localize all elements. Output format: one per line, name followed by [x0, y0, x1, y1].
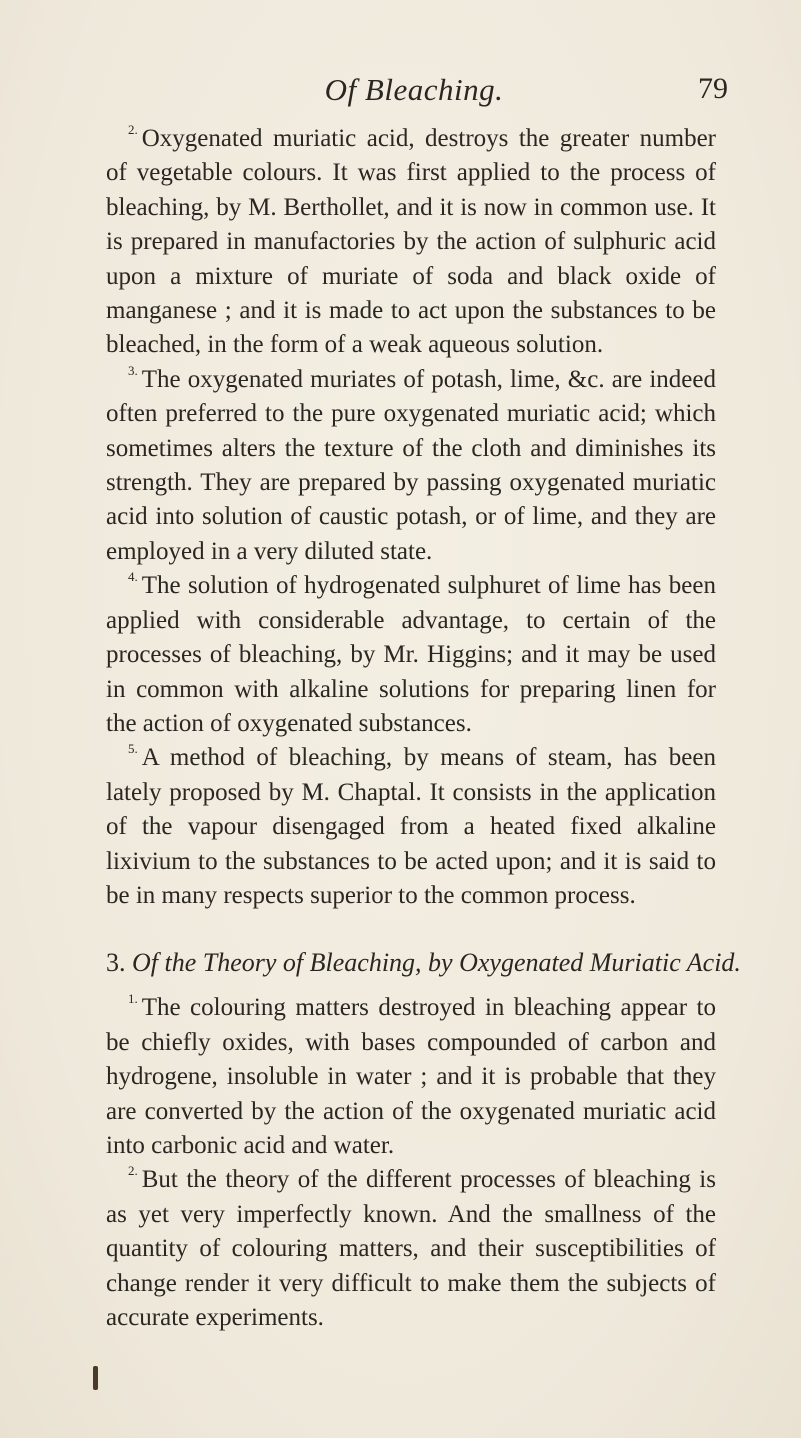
running-title: Of Bleaching. — [324, 72, 504, 107]
paragraph — [106, 363, 716, 569]
body-text — [106, 122, 741, 1335]
paragraph-number: 2. — [128, 122, 138, 137]
paragraph-number: 1. — [128, 991, 138, 1007]
paragraph-number: 5. — [128, 741, 138, 757]
paragraph — [106, 991, 716, 1163]
paragraph — [106, 741, 716, 913]
paragraph-number: 4. — [128, 569, 138, 585]
paragraph-text: The oxygenated muriates of potash, lime, &c. are indeed often preferred to the pure oxygenated muriatic acid; which sometimes alters the texture of the cloth and diminishes its strength. They are prepared by passing oxygenated muriatic acid into solution of caustic potash, or of lime, and they are employed in a very diluted state. — [106, 365, 716, 565]
paragraph-text: The colouring matters destroyed in bleaching appear to be chiefly oxides, with bases compounded of carbon and hydrogene, insoluble in water ; and it is probable that they are converted by the action of the oxygenated muriatic acid into carbonic acid and water. — [106, 994, 716, 1159]
paragraph-text: A method of bleaching, by means of steam, has been lately proposed by M. Chaptal. It consists in the application of the vapour disengaged from a heated fixed alkaline lixivium to the substances to be acted upon; and it is said to be in many respects superior to the common process. — [106, 744, 716, 909]
paragraph — [106, 1163, 716, 1335]
page-number: 79 — [698, 72, 728, 105]
section-title: Of the Theory of Bleaching, by Oxygenated Muriatic Acid. — [132, 948, 741, 978]
paragraph — [106, 569, 716, 741]
paragraph-text: But the theory of the different processes of bleaching is as yet very imperfectly known. And the smallness of the quantity of colouring matters, and their susceptibilities of change render it very difficult to make them the subjects of accurate experiments. — [106, 1166, 716, 1331]
paragraph-text: The solution of hydrogenated sulphuret of lime has been applied with considerable advantage, to certain of the processes of bleaching, by Mr. Higgins; and it may be used in common with alkaline solutions for preparing linen for the action of oxygenated substances. — [106, 572, 716, 737]
paragraph-number: 3. — [128, 362, 138, 378]
section-number: 3. — [106, 948, 126, 978]
section-heading — [106, 945, 741, 981]
paragraph-text: Oxygenated muriatic acid, destroys the greater number of vegetable colours. It was first applied to the process of bleaching, by M. Berthollet, and it is now in common use. It is prepared in manufactories by the action of sulphuric acid upon a mixture of muriate of soda and black oxide of manganese ; and it is made to act upon the substances to be bleached, in the form of a weak aqueous solution. — [106, 125, 716, 359]
paragraph-number: 2. — [128, 1163, 138, 1179]
paragraph — [106, 122, 716, 363]
running-head — [100, 72, 728, 112]
paper-speck — [93, 1366, 98, 1390]
